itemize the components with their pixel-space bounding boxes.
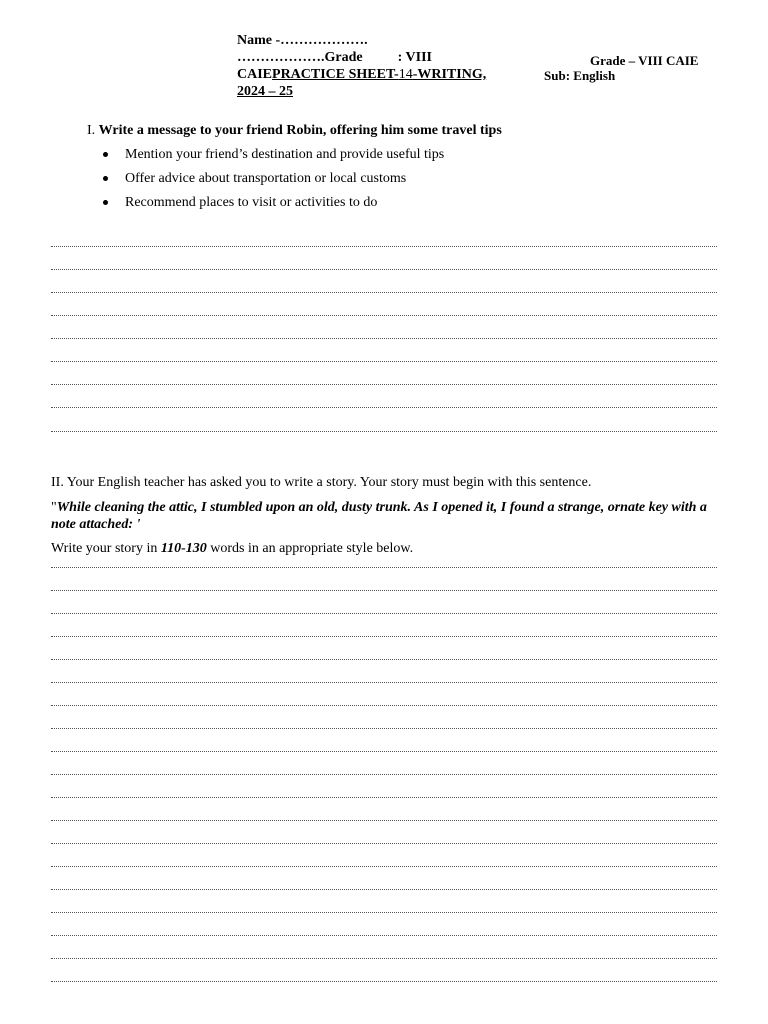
answer-line[interactable]	[51, 613, 717, 614]
grade-line	[237, 49, 432, 66]
answer-line[interactable]	[51, 590, 717, 591]
academic-year: 2024 – 25	[237, 84, 293, 99]
story-opening-sentence	[51, 499, 721, 533]
answer-line[interactable]	[51, 820, 717, 821]
answer-line[interactable]	[51, 361, 717, 362]
answer-line[interactable]	[51, 958, 717, 959]
question-1-number: I.	[87, 123, 96, 138]
answer-line[interactable]	[51, 431, 717, 432]
answer-line[interactable]	[51, 682, 717, 683]
question-2-intro: II. Your English teacher has asked you to write a story. Your story must begin with this sentence.	[51, 475, 592, 490]
bullet-icon	[103, 200, 108, 205]
answer-line[interactable]	[51, 774, 717, 775]
writing-label: -WRITING,	[412, 67, 487, 82]
instruction-prefix: Write your story in	[51, 541, 161, 556]
question-1-text: Write a message to your friend Robin, offering him some travel tips	[98, 123, 502, 138]
answer-line[interactable]	[51, 269, 717, 270]
answer-line[interactable]	[51, 866, 717, 867]
sheet-title	[237, 66, 486, 83]
answer-line[interactable]	[51, 338, 717, 339]
grade-line-prefix: ……………….Grade	[237, 50, 363, 65]
answer-line[interactable]	[51, 659, 717, 660]
answer-line[interactable]	[51, 728, 717, 729]
bullet-item-1: Mention your friend’s destination and provide useful tips	[125, 147, 445, 162]
answer-line[interactable]	[51, 567, 717, 568]
name-line: Name -……………….	[237, 33, 368, 48]
bullet-item-2: Offer advice about transportation or local customs	[125, 171, 407, 186]
bullet-icon	[103, 176, 108, 181]
answer-line[interactable]	[51, 797, 717, 798]
quote-open: "	[51, 500, 57, 515]
answer-line[interactable]	[51, 407, 717, 408]
answer-line[interactable]	[51, 315, 717, 316]
subject-label: Sub: English	[544, 68, 616, 83]
bullet-icon	[103, 152, 108, 157]
answer-line[interactable]	[51, 705, 717, 706]
answer-line[interactable]	[51, 912, 717, 913]
sheet-number: 14	[398, 67, 413, 82]
answer-line[interactable]	[51, 292, 717, 293]
word-range: 110-130	[160, 541, 207, 556]
answer-line[interactable]	[51, 384, 717, 385]
question-1-prompt	[87, 123, 502, 139]
caie-label: CAIE	[237, 67, 273, 82]
answer-line[interactable]	[51, 246, 717, 247]
answer-line[interactable]	[51, 843, 717, 844]
instruction-suffix: words in an appropriate style below.	[206, 541, 414, 556]
practice-sheet-label: PRACTICE SHEET-	[272, 67, 399, 82]
answer-line[interactable]	[51, 981, 717, 982]
story-opening-quote: While cleaning the attic, I stumbled upon an old, dusty trunk. As I opened it, I found a strange, ornate key with a note attached: '	[51, 500, 707, 532]
answer-line[interactable]	[51, 636, 717, 637]
grade-right: Grade – VIII CAIE	[590, 53, 699, 68]
answer-line[interactable]	[51, 935, 717, 936]
grade-line-value: : VIII	[397, 50, 432, 65]
answer-line[interactable]	[51, 751, 717, 752]
answer-line[interactable]	[51, 889, 717, 890]
bullet-item-3: Recommend places to visit or activities to do	[125, 195, 378, 210]
question-2-instruction	[51, 541, 413, 557]
